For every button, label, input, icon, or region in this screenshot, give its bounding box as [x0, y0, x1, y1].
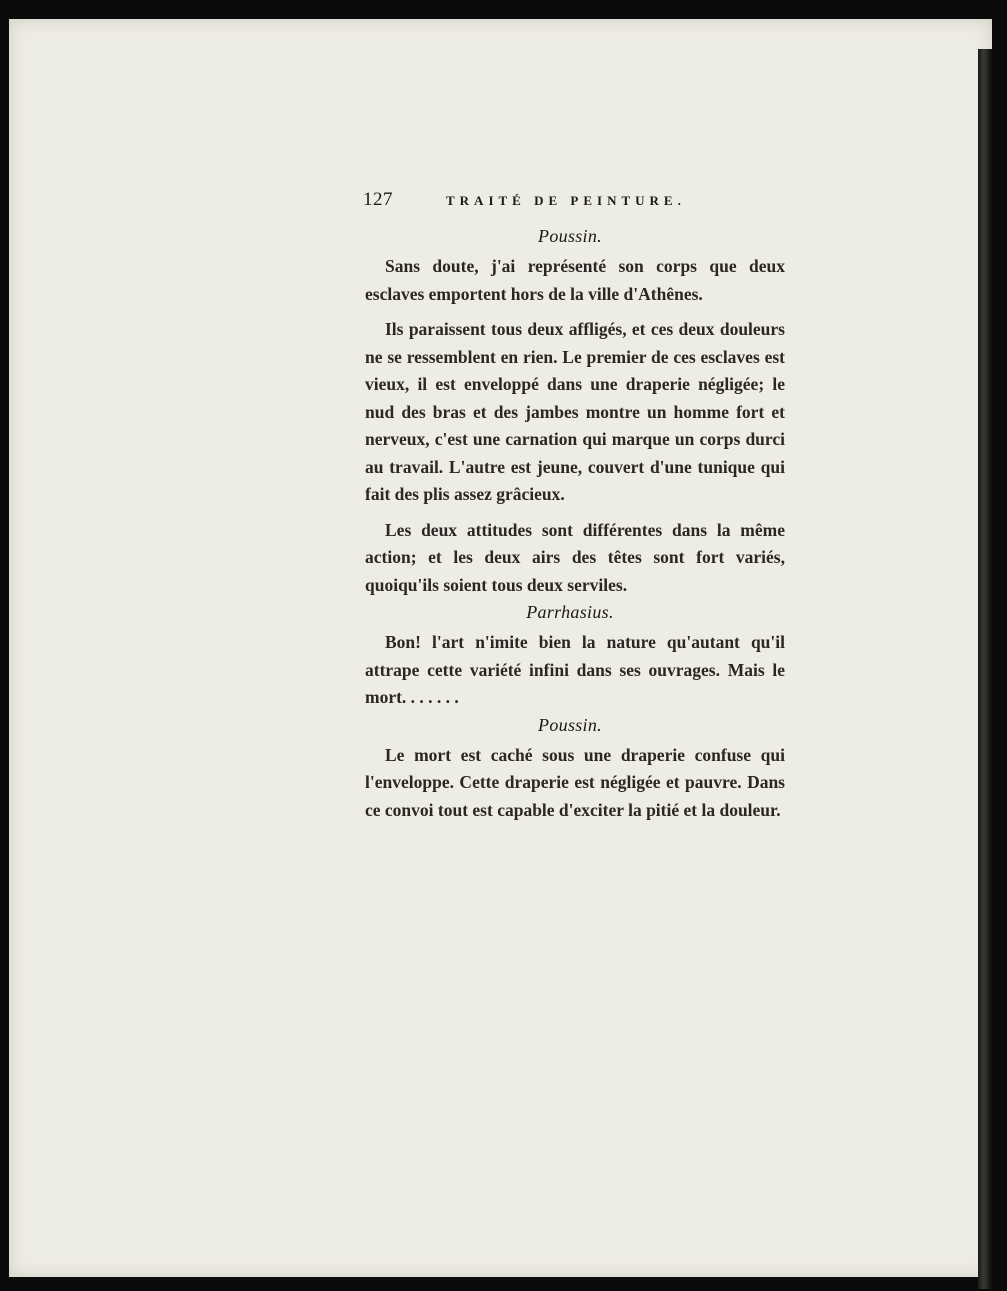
paragraph: Ils paraissent tous deux affligés, et ces deux douleurs ne se ressemblent en rien. Le premier de ces esclaves est vieux, il est enveloppé dans une draperie négligée; le nud des bras et des jambes montre un homme fort et nerveux, c'est une carnation qui marque un corps durci au travail. L'autre est jeune, couvert d'une tunique qui fait des plis assez grâcieux. [365, 319, 785, 504]
text-block [355, 189, 785, 832]
page-edge [978, 49, 992, 1289]
paragraph: Sans doute, j'ai représenté son corps que deux esclaves emportent hors de la ville d'Athênes. [365, 256, 785, 304]
speaker-heading: Parrhasius. [526, 602, 614, 622]
page-number: 127 [363, 189, 393, 210]
paragraph: Le mort est caché sous une draperie confuse qui l'enveloppe. Cette draperie est négligée et pauvre. Dans ce convoi tout est capable d'exciter la pitié et la douleur. [365, 744, 785, 820]
book-page [9, 19, 992, 1277]
paragraph: Bon! l'art n'imite bien la nature qu'autant qu'il attrape cette variété infini dans ses ouvrages. Mais le mort. . . . . . . [365, 632, 785, 707]
speaker-heading: Poussin. [538, 714, 602, 735]
running-header [355, 189, 785, 223]
paragraph: Les deux attitudes sont différentes dans la même action; et les deux airs des têtes sont fort variés, quoiqu'ils soient tous deux serviles. [365, 519, 785, 595]
running-title: TRAITÉ DE PEINTURE. [446, 193, 686, 208]
speaker-heading: Poussin. [538, 226, 602, 246]
